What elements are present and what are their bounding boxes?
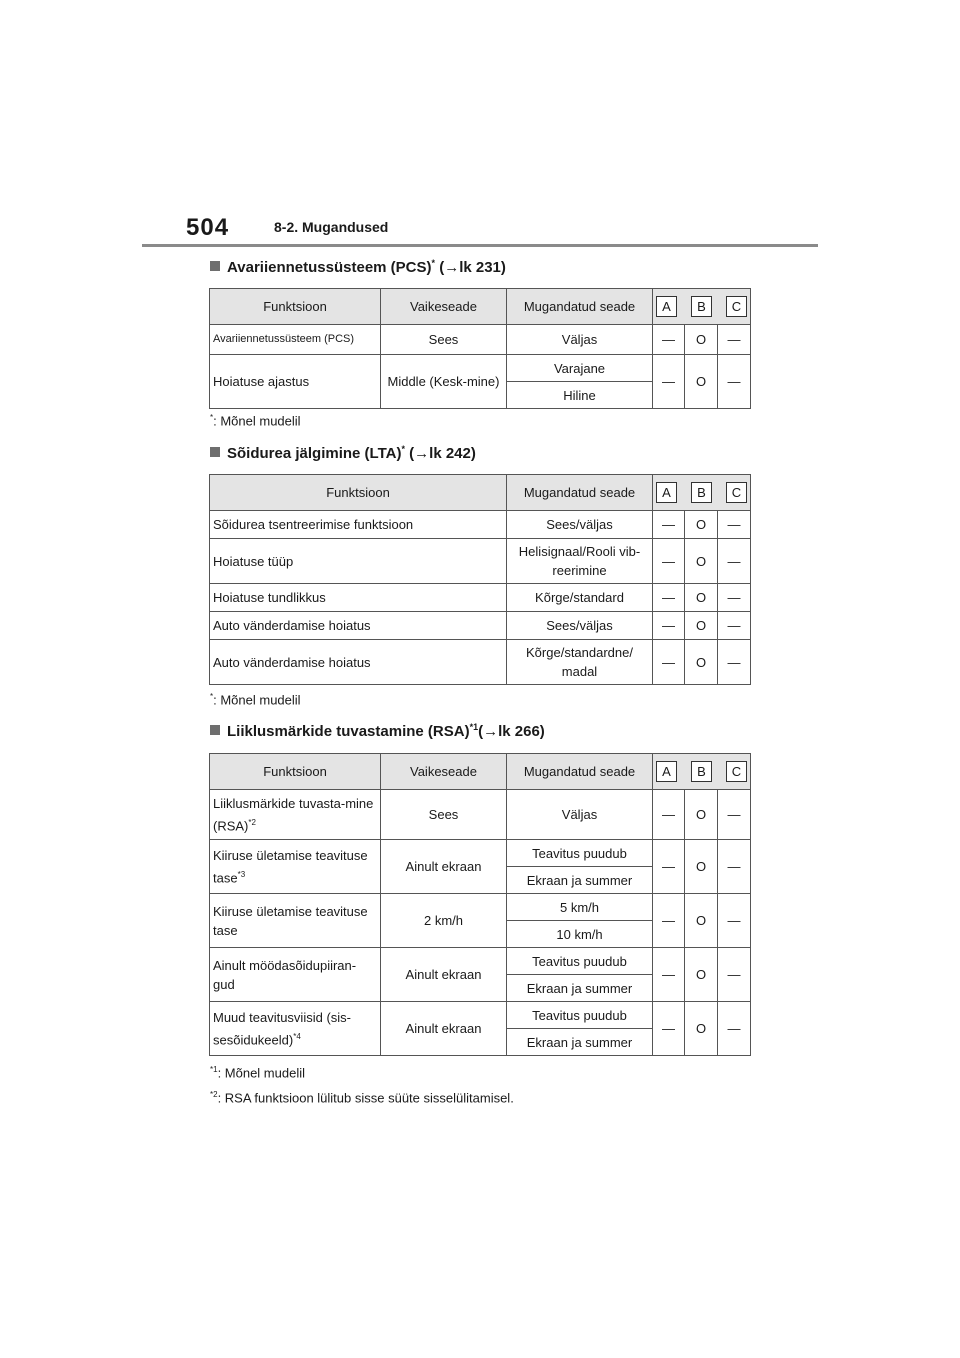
cell-custom: 10 km/h xyxy=(507,921,653,948)
cell-b: O xyxy=(685,511,718,539)
col-header-default: Vaikeseade xyxy=(381,754,507,790)
cell-custom: Sees/väljas xyxy=(507,612,653,640)
page-header xyxy=(186,214,818,244)
lta-table xyxy=(209,474,751,685)
cell-custom: Teavitus puudub xyxy=(507,840,653,867)
cell-default: Ainult ekraan xyxy=(381,840,507,894)
cell-a: — xyxy=(653,894,685,948)
rsa-table xyxy=(209,753,751,1056)
cell-custom: Väljas xyxy=(507,325,653,355)
cell-b: O xyxy=(685,355,718,409)
cell-custom: Kõrge/standardne/ madal xyxy=(507,640,653,685)
cell-custom: Helisignaal/Rooli vib-reerimine xyxy=(507,539,653,584)
cell-b: O xyxy=(685,584,718,612)
table-row xyxy=(210,790,751,840)
table-header-row xyxy=(210,289,751,325)
cell-custom: Hiline xyxy=(507,382,653,409)
cell-c: — xyxy=(718,640,751,685)
cell-a: — xyxy=(653,584,685,612)
lta-section-title: Sõidurea jälgimine (LTA)* (→lk 242) xyxy=(210,444,476,462)
abc-box-a: A xyxy=(656,482,677,503)
table-header-row xyxy=(210,475,751,511)
cell-default: Sees xyxy=(381,790,507,840)
cell-a: — xyxy=(653,840,685,894)
abc-box-a: A xyxy=(656,296,677,317)
cell-c: — xyxy=(718,539,751,584)
cell-custom: Ekraan ja summer xyxy=(507,1029,653,1056)
col-header-abc xyxy=(653,289,751,325)
cell-function: Hoiatuse ajastus xyxy=(210,355,381,409)
cell-default: Ainult ekraan xyxy=(381,948,507,1002)
page-number: 504 xyxy=(186,214,230,241)
cell-a: — xyxy=(653,790,685,840)
square-bullet-icon xyxy=(210,261,220,271)
cell-a: — xyxy=(653,948,685,1002)
cell-function: Muud teavitusviisid (sis-sesõidukeeld)$^{*4}$ xyxy=(210,1002,381,1056)
cell-function: Hoiatuse tüüp xyxy=(210,539,507,584)
cell-b: O xyxy=(685,948,718,1002)
cell-c: — xyxy=(718,948,751,1002)
cell-default: Middle (Kesk-mine) xyxy=(381,355,507,409)
cell-function: Sõidurea tsentreerimise funktsioon xyxy=(210,511,507,539)
cell-c: — xyxy=(718,840,751,894)
cell-b: O xyxy=(685,539,718,584)
table-row xyxy=(210,948,751,975)
cell-c: — xyxy=(718,511,751,539)
cell-custom: Sees/väljas xyxy=(507,511,653,539)
table-row xyxy=(210,640,751,685)
col-header-default: Vaikeseade xyxy=(381,289,507,325)
col-header-custom: Mugandatud seade xyxy=(507,754,653,790)
cell-function: Ainult möödasõidupiiran-gud xyxy=(210,948,381,1002)
cell-c: — xyxy=(718,325,751,355)
cell-b: O xyxy=(685,640,718,685)
pcs-section-title: Avariiennetussüsteem (PCS)* (→lk 231) xyxy=(210,258,506,276)
cell-function: Auto vänderdamise hoiatus xyxy=(210,640,507,685)
cell-a: — xyxy=(653,325,685,355)
cell-c: — xyxy=(718,612,751,640)
cell-custom: Varajane xyxy=(507,355,653,382)
square-bullet-icon xyxy=(210,725,220,735)
abc-box-c: C xyxy=(726,761,747,782)
table-row xyxy=(210,1002,751,1029)
table-row xyxy=(210,355,751,382)
cell-a: — xyxy=(653,612,685,640)
cell-custom: Ekraan ja summer xyxy=(507,975,653,1002)
cell-function: Hoiatuse tundlikkus xyxy=(210,584,507,612)
cell-function: Kiiruse ületamise teavituse tase$^{*3}$ xyxy=(210,840,381,894)
abc-box-c: C xyxy=(726,296,747,317)
cell-c: — xyxy=(718,894,751,948)
cell-a: — xyxy=(653,1002,685,1056)
cell-function: Auto vänderdamise hoiatus xyxy=(210,612,507,640)
cell-a: — xyxy=(653,511,685,539)
table-row xyxy=(210,584,751,612)
pcs-table xyxy=(209,288,751,409)
table-header-row xyxy=(210,754,751,790)
cell-b: O xyxy=(685,840,718,894)
col-header-abc xyxy=(653,475,751,511)
cell-function: Kiiruse ületamise teavituse tase xyxy=(210,894,381,948)
abc-box-a: A xyxy=(656,761,677,782)
cell-custom: 5 km/h xyxy=(507,894,653,921)
cell-default: Ainult ekraan xyxy=(381,1002,507,1056)
abc-box-b: B xyxy=(691,761,712,782)
cell-c: — xyxy=(718,355,751,409)
section-name: 8-2. Mugandused xyxy=(274,219,389,235)
lta-footnote: *: Mõnel mudelil xyxy=(210,692,301,708)
cell-custom: Teavitus puudub xyxy=(507,948,653,975)
cell-custom: Teavitus puudub xyxy=(507,1002,653,1029)
table-row xyxy=(210,511,751,539)
cell-default: 2 km/h xyxy=(381,894,507,948)
cell-b: O xyxy=(685,325,718,355)
col-header-function: Funktsioon xyxy=(210,754,381,790)
table-row xyxy=(210,325,751,355)
rsa-section-title: Liiklusmärkide tuvastamine (RSA)$^{*1}$(→lk 266) xyxy=(210,722,545,740)
cell-a: — xyxy=(653,355,685,409)
header-divider xyxy=(142,244,818,247)
cell-b: O xyxy=(685,894,718,948)
table-row xyxy=(210,539,751,584)
cell-a: — xyxy=(653,539,685,584)
cell-c: — xyxy=(718,584,751,612)
cell-custom: Kõrge/standard xyxy=(507,584,653,612)
cell-a: — xyxy=(653,640,685,685)
cell-b: O xyxy=(685,612,718,640)
abc-box-b: B xyxy=(691,482,712,503)
col-header-custom: Mugandatud seade xyxy=(507,475,653,511)
cell-c: — xyxy=(718,790,751,840)
table-row xyxy=(210,840,751,867)
cell-b: O xyxy=(685,1002,718,1056)
cell-custom: Ekraan ja summer xyxy=(507,867,653,894)
table-row xyxy=(210,612,751,640)
abc-box-c: C xyxy=(726,482,747,503)
cell-function: Avariiennetussüsteem (PCS) xyxy=(210,325,381,355)
table-row xyxy=(210,894,751,921)
abc-box-b: B xyxy=(691,296,712,317)
col-header-custom: Mugandatud seade xyxy=(507,289,653,325)
cell-b: O xyxy=(685,790,718,840)
square-bullet-icon xyxy=(210,447,220,457)
col-header-function: Funktsioon xyxy=(210,475,507,511)
col-header-function: Funktsioon xyxy=(210,289,381,325)
cell-custom: Väljas xyxy=(507,790,653,840)
rsa-footnote-2: $^{*2}$: RSA funktsioon lülitub sisse süüte sisselülitamisel. xyxy=(210,1090,514,1106)
cell-c: — xyxy=(718,1002,751,1056)
cell-function: Liiklusmärkide tuvasta-mine (RSA)$^{*2}$ xyxy=(210,790,381,840)
rsa-footnote-1: $^{*1}$: Mõnel mudelil xyxy=(210,1065,305,1081)
pcs-footnote: *: Mõnel mudelil xyxy=(210,413,301,429)
cell-default: Sees xyxy=(381,325,507,355)
col-header-abc xyxy=(653,754,751,790)
